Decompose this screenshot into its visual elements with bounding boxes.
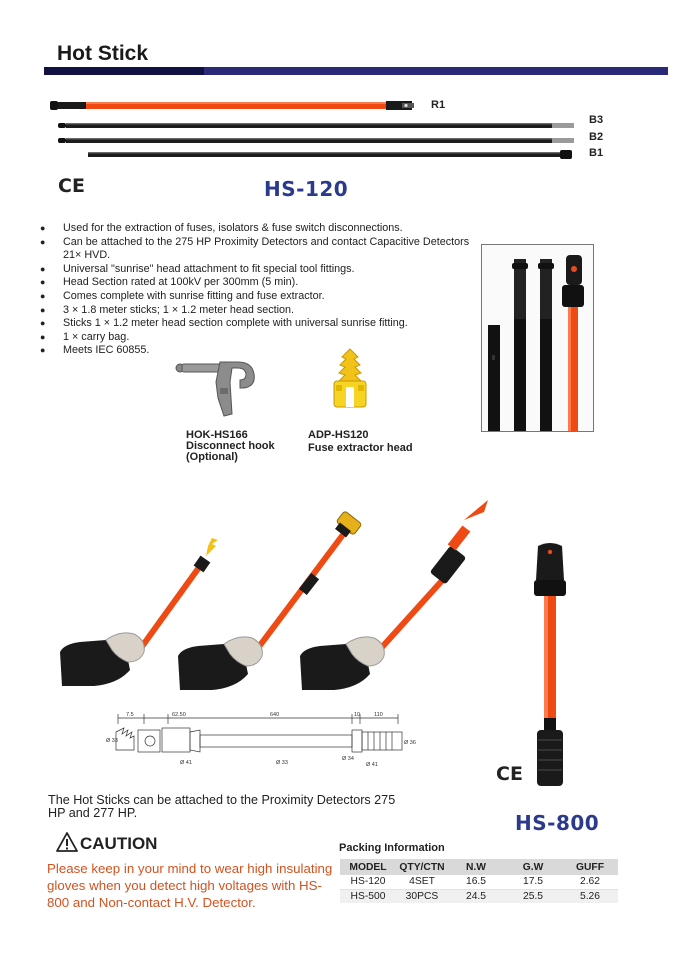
accessory-hook-name: Disconnect hook	[186, 440, 275, 452]
table-cell: 17.5	[504, 875, 562, 889]
stick-label-r1: R1	[431, 99, 446, 111]
stick-b2	[58, 138, 574, 143]
stick-label-b1: B1	[589, 147, 604, 159]
accessory-extractor-code: ADP-HS120	[308, 429, 369, 441]
accessory-extractor-name: Fuse extractor head	[308, 442, 413, 454]
stick-r1	[50, 101, 414, 110]
stick-b1	[88, 150, 572, 159]
table-cell: HS-500	[340, 889, 396, 903]
dim-label: 640	[270, 712, 280, 718]
technical-drawing	[98, 706, 428, 776]
warning-icon	[55, 831, 79, 853]
stick-b3	[58, 123, 574, 128]
feature-item: ● Can be attached to the 275 HP Proximity Detectors and contact Capacitive Detectors 21× HVD.	[40, 236, 470, 263]
dim-label: Ø 41	[180, 760, 192, 766]
ce-mark-top: CE	[58, 175, 85, 197]
column-header: GUFF	[562, 859, 618, 875]
feature-item: ● Meets IEC 60855.	[40, 344, 470, 358]
table-row	[340, 875, 618, 889]
hs800-detector-illustration	[524, 540, 576, 790]
gloved-hands-usage-illustration	[60, 500, 500, 696]
fuse-extractor-head-icon	[328, 347, 372, 411]
hot-stick-set-illustration	[40, 92, 590, 164]
feature-list	[40, 222, 470, 358]
table-cell: 2.62	[562, 875, 618, 889]
column-header: MODEL	[340, 859, 396, 875]
table-header-row	[340, 859, 618, 875]
table-cell: 25.5	[504, 889, 562, 903]
model-name-hs120: HS-120	[264, 177, 349, 201]
dim-label: 7.5	[126, 712, 134, 718]
feature-item: ● 3 × 1.8 meter sticks; 1 × 1.2 meter head section.	[40, 304, 470, 318]
table-cell: 24.5	[448, 889, 504, 903]
dim-label: Ø 34	[342, 756, 354, 762]
table-cell: 4SET	[396, 875, 448, 889]
feature-item: ● Used for the extraction of fuses, isolators & fuse switch disconnections.	[40, 222, 470, 236]
feature-item: ● 1 × carry bag.	[40, 331, 470, 345]
column-header: G.W	[504, 859, 562, 875]
table-cell: HS-120	[340, 875, 396, 889]
model-name-hs800: HS-800	[515, 811, 600, 835]
feature-item: ● Head Section rated at 100kV per 300mm (5 min).	[40, 276, 470, 290]
accessory-hook-note: (Optional)	[186, 451, 238, 463]
stick-label-b3: B3	[589, 114, 604, 126]
dim-label: 62.50	[172, 712, 186, 718]
dim-label: 110	[374, 712, 383, 718]
usage-example-3	[300, 500, 488, 690]
attach-note: The Hot Sticks can be attached to the Proximity Detectors 275 HP and 277 HP.	[48, 793, 396, 820]
dim-label: Ø 33	[276, 760, 288, 766]
title-underline-accent	[44, 67, 204, 75]
table-cell: 5.26	[562, 889, 618, 903]
table-row	[340, 889, 618, 903]
accessory-hook-code: HOK-HS166	[186, 429, 248, 441]
column-header: N.W	[448, 859, 504, 875]
dim-label: 10	[354, 712, 361, 718]
stick-connectors-photo	[481, 244, 594, 432]
table-cell: 30PCS	[396, 889, 448, 903]
dim-label: Ø 33	[106, 738, 118, 744]
dim-label: Ø 36	[404, 740, 416, 746]
ce-mark-bottom: CE	[496, 763, 523, 785]
caution-text: Please keep in your mind to wear high insulating gloves when you detect high voltages with HS-800 and Non-contact H.V. Detector.	[47, 861, 333, 910]
page-title: Hot Stick	[57, 42, 149, 65]
feature-item: ● Universal "sunrise" head attachment to fit special tool fittings.	[40, 263, 470, 277]
dim-label: Ø 41	[366, 762, 378, 768]
stick-label-b2: B2	[589, 131, 604, 143]
feature-item: ● Comes complete with sunrise fitting and fuse extractor.	[40, 290, 470, 304]
disconnect-hook-icon	[172, 358, 268, 424]
table-cell: 16.5	[448, 875, 504, 889]
packing-table	[340, 859, 618, 903]
packing-title: Packing Information	[339, 842, 445, 854]
caution-title: CAUTION	[80, 834, 158, 853]
column-header: QTY/CTN	[396, 859, 448, 875]
feature-item: ● Sticks 1 × 1.2 meter head section complete with universal sunrise fitting.	[40, 317, 470, 331]
